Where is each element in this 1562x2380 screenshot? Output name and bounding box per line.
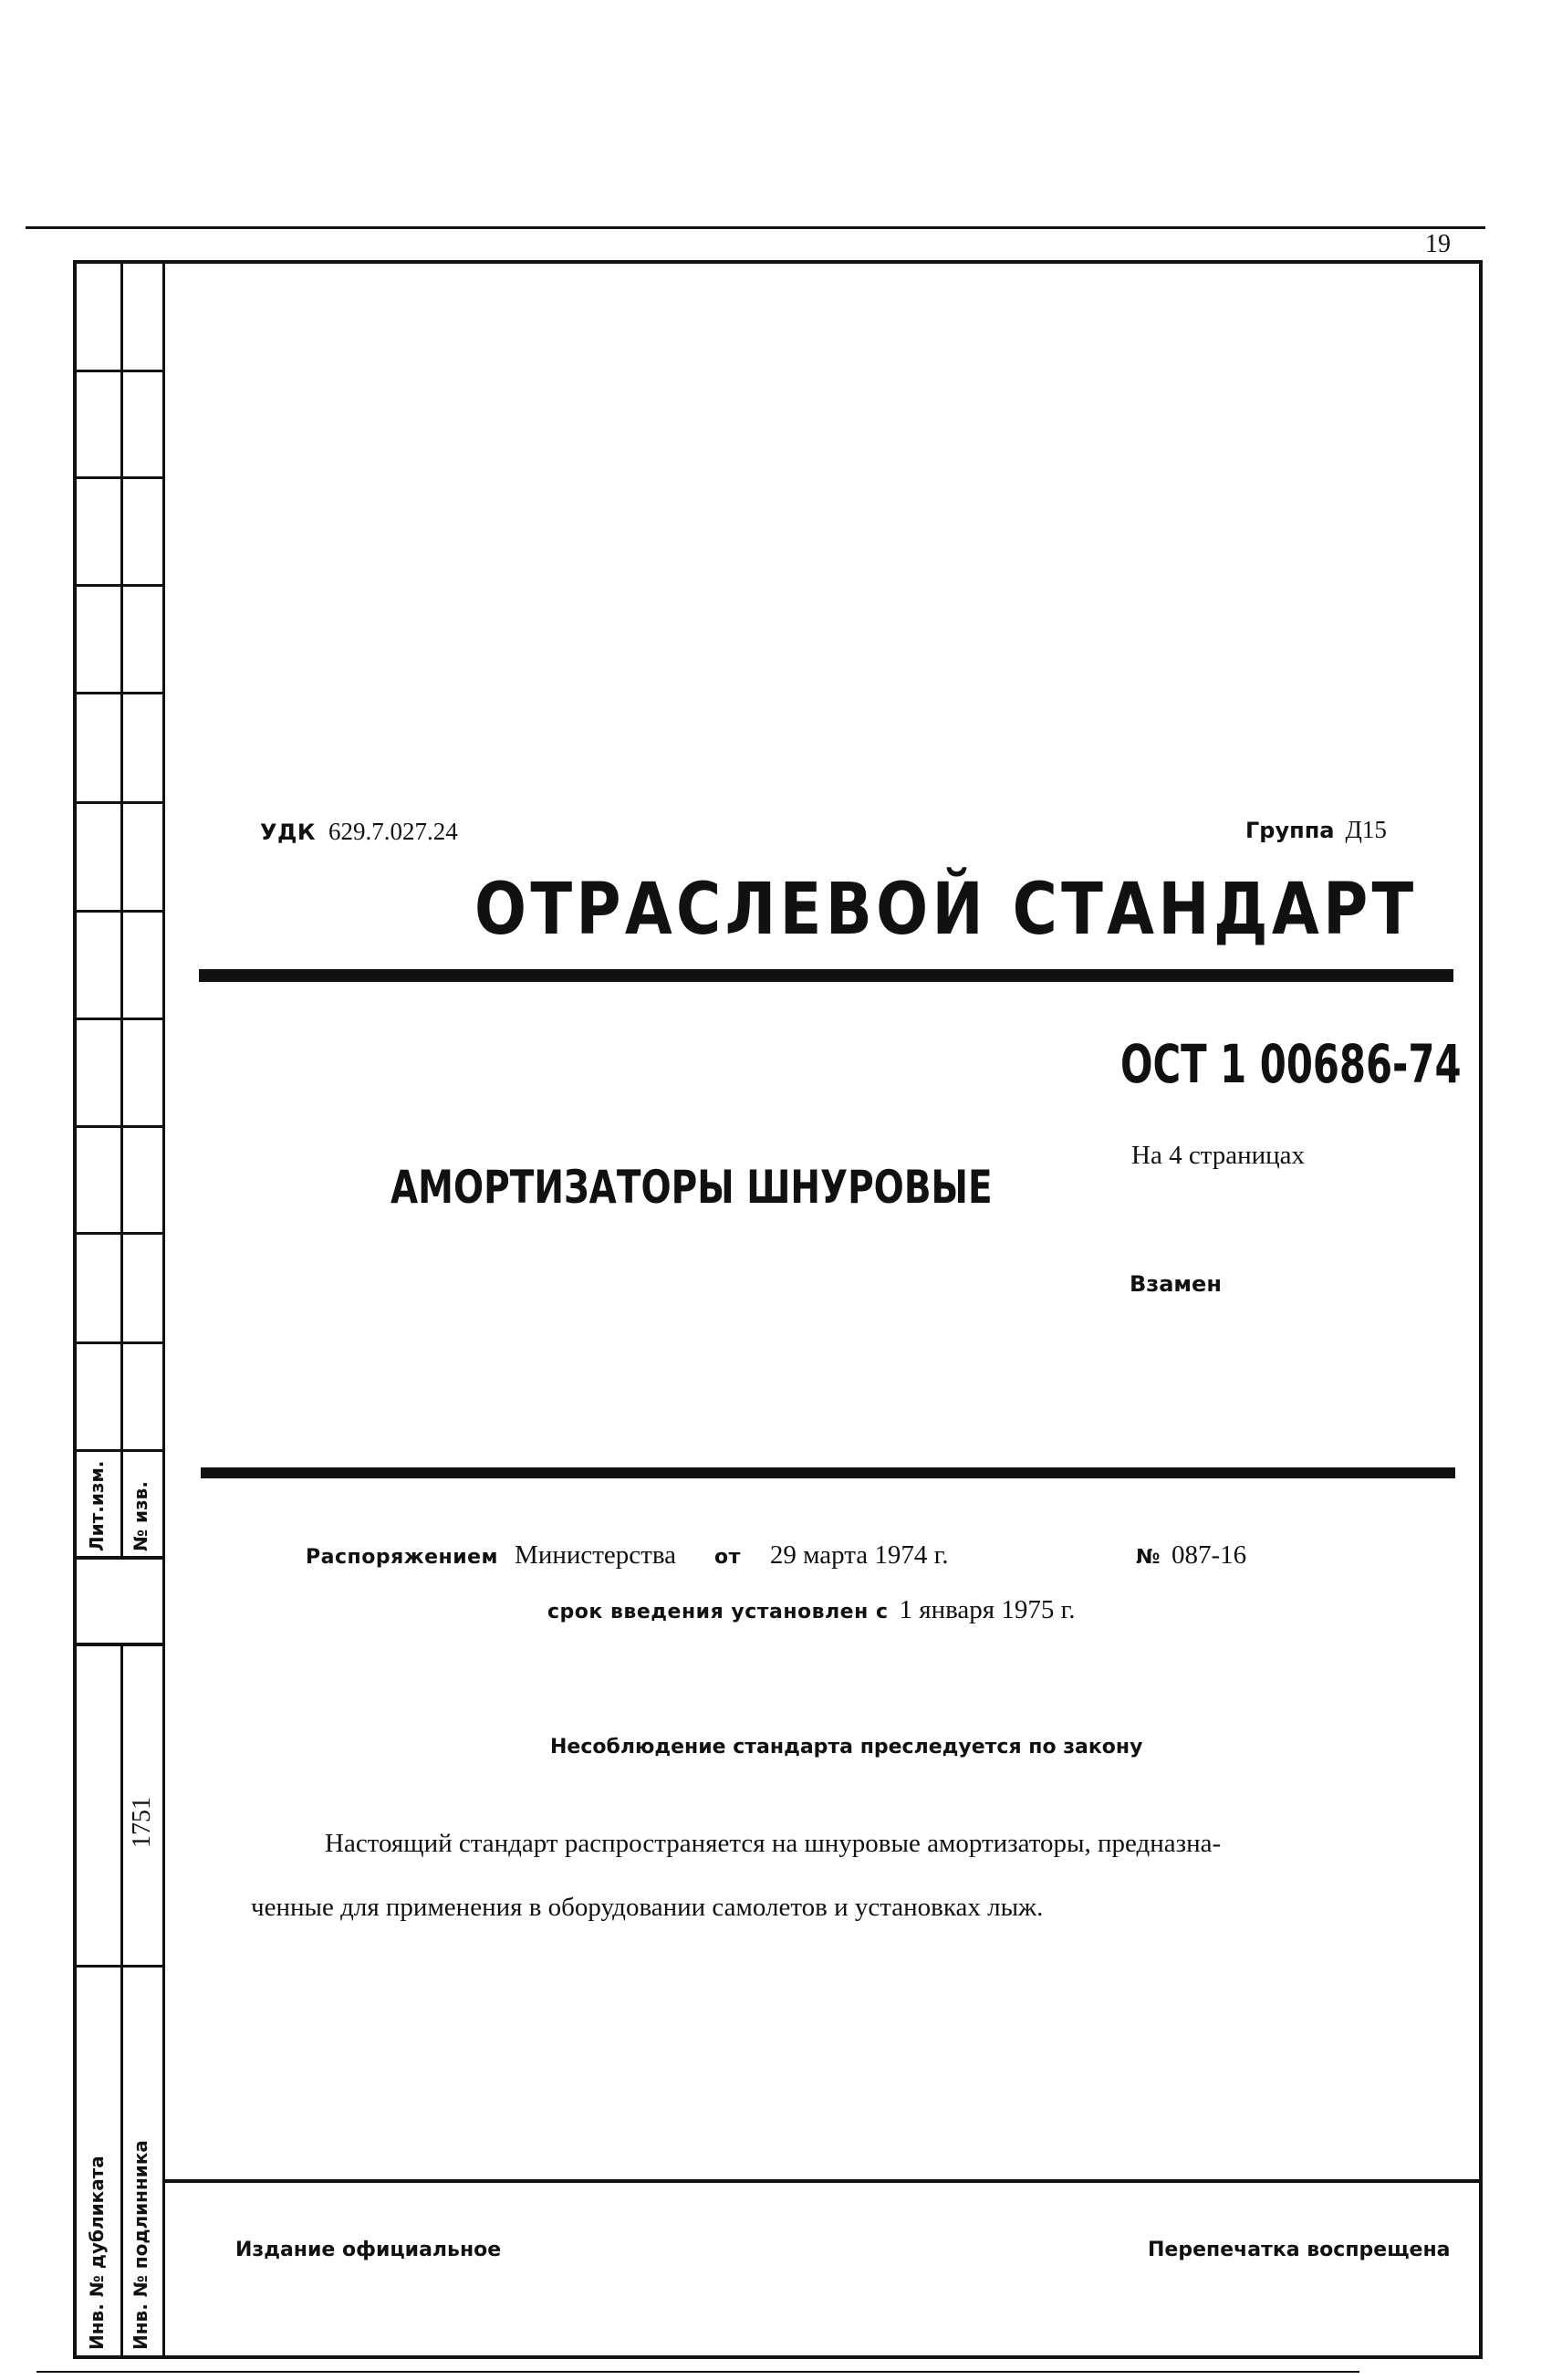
group-line bbox=[1245, 816, 1387, 844]
pages-info: На 4 страницах bbox=[1131, 1141, 1306, 1170]
stamp-row bbox=[77, 910, 162, 913]
effective-date: 1 января 1975 г. bbox=[899, 1595, 1076, 1624]
section-rule bbox=[201, 1467, 1455, 1478]
official-edition: Издание официальное bbox=[235, 2239, 502, 2261]
udk-line bbox=[260, 818, 458, 846]
stamp-row bbox=[77, 1018, 162, 1020]
udk-value: 629.7.027.24 bbox=[328, 818, 458, 845]
effective-line bbox=[547, 1595, 1076, 1625]
scope-line-1: Настоящий стандарт распространяется на шнуровые амортизаторы, предназна- bbox=[325, 1829, 1222, 1858]
bottom-rule bbox=[36, 2371, 1359, 2373]
stamp-divider-lower bbox=[120, 1643, 123, 2359]
inv-original-label: Инв. № подлинника bbox=[130, 2140, 151, 2350]
order-date: 29 марта 1974 г. bbox=[769, 1540, 949, 1570]
order-number-label: № bbox=[1136, 1546, 1161, 1569]
document-title: ОТРАСЛЕВОЙ СТАНДАРТ bbox=[474, 869, 1418, 951]
stamp-row bbox=[77, 1341, 162, 1344]
effective-label: срок введения установлен с bbox=[547, 1601, 889, 1623]
page-frame bbox=[73, 260, 1483, 2359]
inv-original-value: 1751 bbox=[128, 1797, 156, 1848]
no-izv-label: № изв. bbox=[130, 1481, 151, 1551]
order-ministry: Министерства bbox=[515, 1540, 677, 1570]
lit-izm-label: Лит.изм. bbox=[86, 1460, 108, 1551]
inv-duplicate-label: Инв. № дубликата bbox=[86, 2156, 108, 2350]
order-from-label: от bbox=[714, 1546, 741, 1569]
title-rule bbox=[199, 969, 1453, 982]
order-label: Распоряжением bbox=[306, 1546, 499, 1569]
stamp-row bbox=[77, 584, 162, 587]
stamp-row bbox=[77, 476, 162, 479]
order-number-line bbox=[1136, 1540, 1246, 1571]
udk-label: УДК bbox=[260, 819, 316, 845]
product-name: АМОРТИЗАТОРЫ ШНУРОВЫЕ bbox=[390, 1161, 993, 1214]
top-rule bbox=[26, 226, 1485, 229]
scope-line-2: ченные для применения в оборудовании самолетов и установках лыж. bbox=[251, 1893, 1044, 1922]
order-number: 087-16 bbox=[1171, 1540, 1247, 1570]
stamp-row bbox=[77, 692, 162, 694]
stamp-row bbox=[77, 801, 162, 804]
stamp-row bbox=[77, 1449, 162, 1452]
order-line bbox=[306, 1540, 676, 1571]
group-value: Д15 bbox=[1345, 816, 1387, 843]
stamp-divider-1 bbox=[120, 260, 123, 1556]
order-date-line bbox=[714, 1540, 949, 1571]
reprint-notice: Перепечатка воспрещена bbox=[1148, 2239, 1451, 2261]
ost-number: ОСТ 1 00686-74 bbox=[1120, 1033, 1462, 1095]
stamp-row bbox=[77, 1643, 162, 1646]
replaces-label: Взамен bbox=[1130, 1271, 1222, 1297]
stamp-divider-2 bbox=[162, 260, 165, 2359]
stamp-row bbox=[77, 370, 162, 372]
law-notice: Несоблюдение стандарта преследуется по закону bbox=[550, 1736, 1143, 1759]
footer-rule bbox=[162, 2179, 1483, 2183]
group-label: Группа bbox=[1245, 818, 1335, 843]
page-number: 19 bbox=[1425, 230, 1451, 258]
stamp-row bbox=[77, 1125, 162, 1128]
stamp-row bbox=[77, 1556, 162, 1560]
stamp-row bbox=[77, 1232, 162, 1235]
stamp-row bbox=[77, 1965, 162, 1968]
